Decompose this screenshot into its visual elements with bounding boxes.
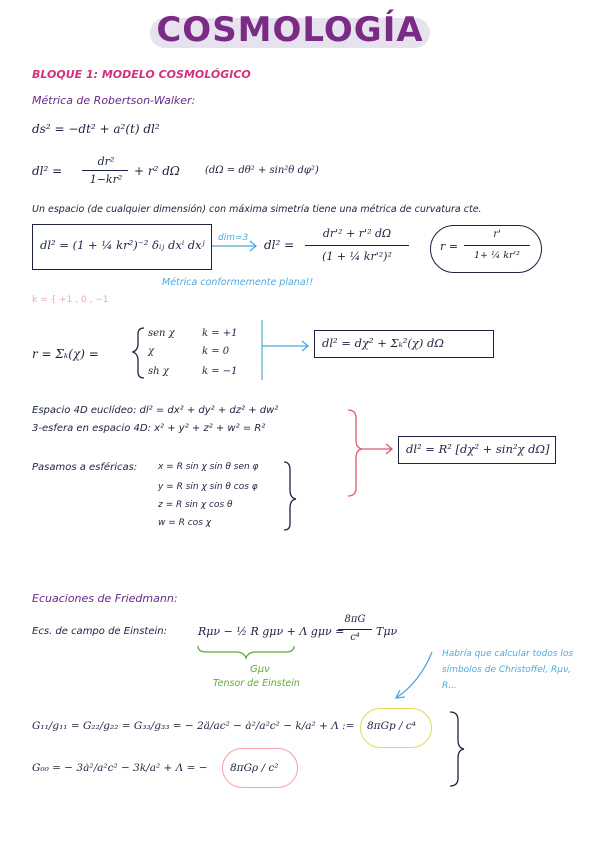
arrow-dim (212, 241, 256, 251)
friedmann-eq-time: G₀₀ = − 3ȧ²/a²c² − 3k/a² + Λ = − (32, 762, 208, 774)
r-sum-eq: r = Σₖ(χ) = (32, 347, 99, 361)
friedmann-eq-space: G₁₁/g₁₁ = G₂₂/g₂₂ = G₃₃/g₃₃ = − 2ä/ac² − ȧ²/a²c² − k/a² + Λ := (32, 720, 355, 732)
case-k-1: k = 0 (202, 346, 230, 357)
einstein-rhs-den: c⁴ (350, 632, 360, 643)
case-k-2: k = −1 (202, 366, 238, 377)
green-brace (198, 646, 294, 658)
einstein-eq: Rμν − ½ R gμν + Λ gμν = (198, 625, 345, 638)
spherical-brace (284, 462, 296, 530)
symmetry-sentence: Un espacio (de cualquier dimensión) con máxima simetría tiene una métrica de curvatura cte. (32, 204, 482, 215)
final-brace (450, 712, 464, 786)
spherical-w: w = R cos χ (158, 518, 212, 528)
spherical-y: y = R sin χ sin θ cos φ (158, 482, 258, 492)
einstein-tensor-label: Tensor de Einstein (213, 678, 300, 689)
case-f-0: sen χ (148, 328, 175, 339)
blue-curved-arrow (396, 652, 432, 698)
oval-lhs: r = (440, 240, 458, 253)
metric-eq-dl-lhs: dl² = (32, 164, 63, 178)
friedmann-eq-space-rhs: 8πGp / c⁴ (367, 720, 416, 732)
metric-eq-dl-den: 1−kr² (89, 173, 123, 186)
einstein-label: Ecs. de campo de Einstein: (32, 626, 167, 637)
einstein-tensor-symbol: Gμν (250, 664, 270, 675)
arrow-to-chi-metric (262, 341, 308, 351)
boxed-chi-metric-text: dl² = dχ² + Σₖ²(χ) dΩ (322, 336, 444, 350)
metric-eq-dl-num: dr² (97, 155, 115, 168)
page-title: COSMOLOGÍA (156, 10, 424, 50)
solid-angle-note: (dΩ = dθ² + sin²θ dφ²) (205, 165, 319, 176)
boxed-3sphere-metric-text: dl² = R² [dχ² + sin²χ dΩ] (406, 442, 550, 456)
boxed-conformal-metric-text: dl² = (1 + ¼ kr²)⁻² δᵢⱼ dxⁱ dxʲ (40, 238, 205, 252)
case-k-0: k = +1 (202, 328, 238, 339)
spherical-x: x = R sin χ sin θ sen φ (158, 462, 259, 472)
christoffel-note: Habría que calcular todos los símbolos de Christoffel, Rμν, R... (442, 649, 574, 691)
oval-den: 1+ ¼ kr'² (474, 250, 520, 261)
spherical-z: z = R sin χ cos θ (158, 500, 233, 510)
spherical-intro: Pasamos a esféricas: (32, 462, 138, 473)
block1-heading: BLOQUE 1: MODELO COSMOLÓGICO (32, 68, 251, 81)
pink-brace (348, 410, 362, 496)
mid-eq-num: dr'² + r'² dΩ (322, 227, 392, 240)
metric-eq-ds: ds² = −dt² + a²(t) dl² (32, 122, 160, 136)
metric-eq-dl-rest: + r² dΩ (134, 164, 180, 178)
k-values: k = { +1 , 0 , −1 (32, 295, 109, 305)
einstein-rhs-num: 8πG (344, 614, 366, 625)
cases-brace (133, 328, 144, 378)
oval-num: r' (493, 229, 501, 240)
mid-eq-den: (1 + ¼ kr'²)² (322, 250, 392, 263)
case-f-2: sh χ (148, 366, 169, 377)
three-sphere: 3-esfera en espacio 4D: x² + y² + z² + w² = R² (32, 423, 266, 434)
friedmann-eq-time-rhs: 8πGρ / c² (230, 762, 279, 774)
conformal-note: Métrica conformemente plana!! (162, 277, 314, 288)
arrow-to-3sphere (362, 444, 392, 454)
case-f-1: χ (148, 346, 155, 357)
mid-eq-lhs: dl² = (264, 238, 295, 252)
euclidean-4d: Espacio 4D euclídeo: dl² = dx² + dy² + dz² + dw² (32, 405, 279, 416)
arrow-dim-label: dim=3 (218, 233, 249, 243)
friedmann-heading: Ecuaciones de Friedmann: (32, 592, 178, 605)
einstein-rhs-tail: Tμν (376, 625, 398, 638)
block1-subheading: Métrica de Robertson-Walker: (32, 94, 196, 107)
